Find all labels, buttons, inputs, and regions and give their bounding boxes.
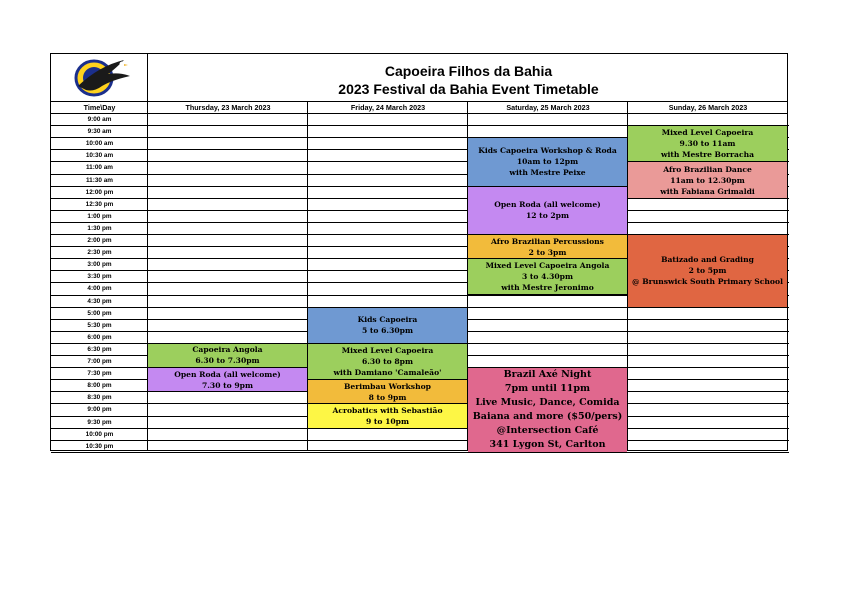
event-text: Acrobatics with Sebastião bbox=[332, 405, 443, 415]
event-text: Open Roda (all welcome) bbox=[174, 369, 281, 379]
event-text: 9.30 to 11am bbox=[679, 139, 736, 149]
row-line bbox=[51, 452, 789, 453]
time-label: 9:30 pm bbox=[87, 418, 112, 426]
event-block bbox=[308, 343, 467, 380]
event-text: 341 Lygon St, Carlton bbox=[489, 438, 606, 450]
event-text: with Mestre Peixe bbox=[509, 168, 586, 178]
time-label: 4:30 pm bbox=[87, 297, 112, 305]
event-text: Afro Brazilian Percussions bbox=[491, 236, 604, 246]
event-block bbox=[308, 307, 467, 344]
time-label: 8:00 pm bbox=[87, 382, 112, 390]
time-label: 6:00 pm bbox=[87, 333, 112, 341]
time-label: 5:30 pm bbox=[87, 321, 112, 329]
event-text: Kids Capoeira bbox=[357, 315, 418, 325]
event-text: Mixed Level Capoeira bbox=[341, 346, 434, 356]
event-text: 8 to 9pm bbox=[368, 392, 407, 402]
divider bbox=[307, 102, 308, 450]
time-label: 3:00 pm bbox=[87, 261, 112, 269]
row-line bbox=[51, 210, 789, 211]
time-label: 10:30 am bbox=[85, 152, 114, 160]
event-text: 11am to 12.30pm bbox=[670, 175, 745, 185]
time-label: 8:30 pm bbox=[87, 394, 112, 402]
event-text: 3 to 4.30pm bbox=[522, 272, 573, 282]
event-block bbox=[308, 379, 467, 404]
event-block bbox=[628, 161, 787, 198]
event-block bbox=[468, 137, 627, 186]
event-text: with Fabiana Grimaldi bbox=[660, 186, 755, 196]
event-text: 5 to 6.30pm bbox=[362, 326, 413, 336]
divider bbox=[467, 102, 468, 450]
event-text: Mixed Level Capoeira Angola bbox=[485, 261, 610, 271]
event-block bbox=[148, 343, 307, 368]
event-block bbox=[628, 234, 787, 308]
event-text: with Damiano 'Camaleão' bbox=[333, 368, 442, 378]
time-label: 5:00 pm bbox=[87, 309, 112, 317]
event-text: 12 to 2pm bbox=[525, 211, 570, 221]
time-label: 10:00 pm bbox=[85, 430, 114, 438]
event-text: Berimbau Workshop bbox=[344, 381, 431, 391]
row-line bbox=[51, 440, 789, 441]
corner-header: Time\Day bbox=[83, 103, 116, 112]
time-label: 2:30 pm bbox=[87, 249, 112, 257]
event-text: 7.30 to 9pm bbox=[202, 380, 253, 390]
eagle-logo-icon bbox=[64, 56, 134, 100]
time-label: 10:30 pm bbox=[85, 442, 114, 450]
event-text: Live Music, Dance, Comida bbox=[475, 396, 620, 408]
event-text: 2 to 3pm bbox=[528, 247, 567, 257]
time-label: 7:30 pm bbox=[87, 370, 112, 378]
divider bbox=[51, 101, 787, 102]
event-text: 10am to 12pm bbox=[516, 157, 579, 167]
event-text: Brazil Axé Night bbox=[503, 368, 592, 380]
event-text: Capoeira Angola bbox=[192, 345, 263, 355]
event-block bbox=[148, 367, 307, 392]
event-block bbox=[468, 367, 627, 453]
day-header-thursday: Thursday, 23 March 2023 bbox=[185, 103, 271, 112]
event-text: 7pm until 11pm bbox=[504, 382, 591, 394]
time-label: 9:30 am bbox=[87, 128, 112, 136]
event-text: 6.30 to 8pm bbox=[362, 357, 413, 367]
event-text: Baiana and more ($50/pers) bbox=[472, 410, 623, 422]
time-label: 1:00 pm bbox=[87, 212, 112, 220]
time-label: 7:00 pm bbox=[87, 358, 112, 365]
time-label: 11:30 am bbox=[85, 176, 113, 184]
time-label: 2:00 pm bbox=[87, 237, 112, 244]
divider bbox=[627, 102, 628, 450]
time-label: 9:00 pm bbox=[87, 406, 112, 414]
event-block bbox=[468, 186, 627, 235]
event-text: 6.30 to 7.30pm bbox=[195, 356, 260, 366]
event-text: Batizado and Grading bbox=[661, 255, 754, 265]
time-label: 4:00 pm bbox=[87, 285, 112, 293]
event-block bbox=[468, 234, 627, 259]
day-header-sunday: Sunday, 26 March 2023 bbox=[668, 103, 748, 112]
event-text: @ Brunswick South Primary School bbox=[632, 277, 783, 287]
time-label: 12:00 pm bbox=[85, 188, 114, 196]
time-label: 11:00 am bbox=[85, 164, 113, 172]
event-block bbox=[308, 403, 467, 428]
event-text: with Mestre Jeronimo bbox=[501, 283, 594, 293]
title-line-2: 2023 Festival da Bahia Event Timetable bbox=[338, 81, 599, 97]
time-label: 9:00 am bbox=[87, 116, 112, 123]
divider bbox=[51, 113, 787, 114]
row-line bbox=[51, 222, 789, 223]
event-block bbox=[628, 125, 787, 162]
time-label: 3:30 pm bbox=[87, 273, 112, 281]
event-text: Mixed Level Capoeira bbox=[661, 128, 754, 138]
timetable bbox=[50, 53, 788, 451]
title-line-1: Capoeira Filhos da Bahia bbox=[384, 63, 553, 79]
event-text: Open Roda (all welcome) bbox=[494, 200, 601, 210]
event-text: Afro Brazilian Dance bbox=[663, 164, 752, 174]
event-text: 9 to 10pm bbox=[365, 416, 410, 426]
time-label: 1:30 pm bbox=[87, 224, 112, 232]
event-text: Kids Capoeira Workshop & Roda bbox=[478, 146, 617, 156]
day-header-friday: Friday, 24 March 2023 bbox=[350, 103, 426, 112]
time-label: 12:30 pm bbox=[85, 200, 114, 208]
event-text: with Mestre Borracha bbox=[660, 150, 755, 160]
day-header-saturday: Saturday, 25 March 2023 bbox=[506, 103, 590, 112]
event-text: 2 to 5pm bbox=[688, 266, 727, 276]
time-label: 6:30 pm bbox=[87, 345, 112, 353]
event-text: @Intersection Café bbox=[496, 424, 599, 436]
event-block bbox=[468, 258, 627, 295]
time-label: 10:00 am bbox=[85, 140, 114, 148]
